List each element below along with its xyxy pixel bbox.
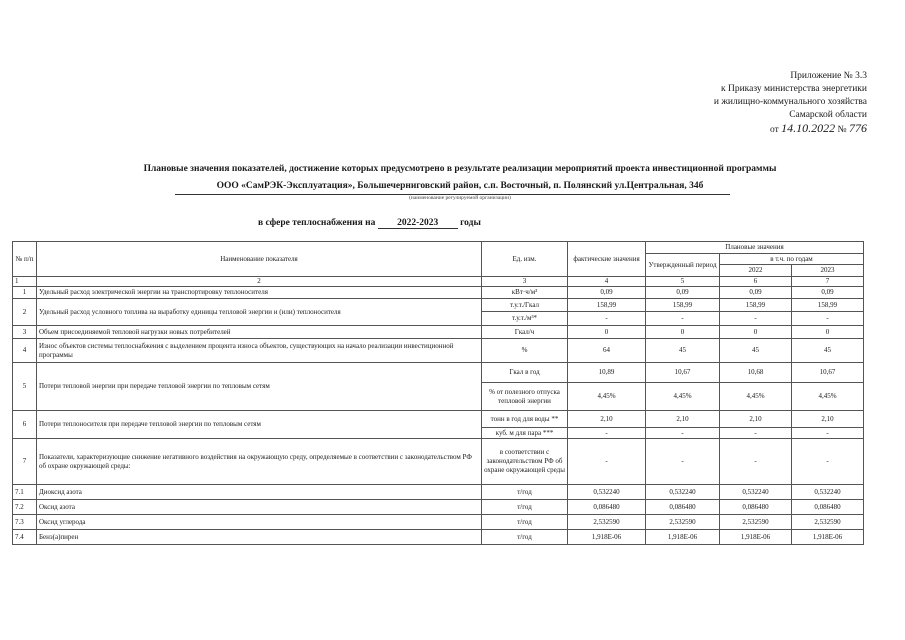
table-row <box>13 299 864 312</box>
row-number: 7.4 <box>13 530 37 545</box>
row-name: Износ объектов системы теплоснабжения с выделением процента износа объектов, существующих на начало реализации инвестиционной программы <box>37 339 482 363</box>
row-value: 0,09 <box>792 287 864 299</box>
row-value: - <box>720 428 792 439</box>
row-unit: Гкал/ч <box>482 326 568 339</box>
colnum: 2 <box>37 277 482 287</box>
row-value: 2,10 <box>646 411 720 428</box>
row-value: - <box>568 312 646 326</box>
row-value: 4,45% <box>720 383 792 411</box>
row-value: 0,086480 <box>646 500 720 515</box>
row-unit: тонн в год для воды ** <box>482 411 568 428</box>
colnum: 6 <box>720 277 792 287</box>
row-name: Удельный расход электрической энергии на транспортировку теплоносителя <box>37 287 482 299</box>
row-value: 0 <box>568 326 646 339</box>
row-value: 0 <box>792 326 864 339</box>
row-value: 1,918E-06 <box>720 530 792 545</box>
row-value: 10,67 <box>792 363 864 383</box>
header-2022: 2022 <box>720 265 792 277</box>
row-value: 158,99 <box>792 299 864 312</box>
table-row <box>13 500 864 515</box>
table-row <box>13 515 864 530</box>
row-value: 1,918E-06 <box>792 530 864 545</box>
row-value: - <box>720 312 792 326</box>
appendix-line-3: и жилищно-коммунального хозяйства <box>713 97 867 107</box>
sphere-suffix: годы <box>460 218 481 228</box>
row-number: 7.1 <box>13 485 37 500</box>
row-unit: т/год <box>482 485 568 500</box>
row-name: Оксид азота <box>37 500 482 515</box>
row-value: 45 <box>720 339 792 363</box>
organization-note: (наименование регулируемой организации) <box>409 195 511 201</box>
row-value: - <box>792 428 864 439</box>
row-value: 0,09 <box>646 287 720 299</box>
appendix-line-2: к Приказу министерства энергетики <box>720 84 867 94</box>
row-value: 0 <box>720 326 792 339</box>
row-value: 45 <box>646 339 720 363</box>
colnum: 4 <box>568 277 646 287</box>
handwritten-date: 14.10.2022 <box>781 121 836 135</box>
row-number: 1 <box>13 287 37 299</box>
table-row <box>13 363 864 383</box>
row-value: 0,086480 <box>568 500 646 515</box>
row-value: 2,10 <box>792 411 864 428</box>
table-row <box>13 326 864 339</box>
row-value: - <box>792 439 864 485</box>
row-value: 158,99 <box>720 299 792 312</box>
row-value: 10,68 <box>720 363 792 383</box>
row-value: 2,532590 <box>568 515 646 530</box>
table-row <box>13 339 864 363</box>
row-unit: куб. м для пара *** <box>482 428 568 439</box>
document-title: Плановые значения показателей, достижение которых предусмотрено в результате реализации мероприятий проекта инвестиционной программы <box>143 164 777 174</box>
row-number: 7.2 <box>13 500 37 515</box>
date-prefix: от <box>770 125 779 135</box>
row-name: Объем присоединяемой тепловой нагрузки новых потребителей <box>37 326 482 339</box>
header-num: № п/п <box>13 242 37 277</box>
row-value: 2,10 <box>568 411 646 428</box>
row-name: Диоксид азота <box>37 485 482 500</box>
colnum: 5 <box>646 277 720 287</box>
row-number: 3 <box>13 326 37 339</box>
sphere-line <box>258 218 481 229</box>
column-numbers-row <box>13 277 864 287</box>
row-value: - <box>646 439 720 485</box>
header-approved: Утвержденный период <box>646 254 720 277</box>
row-number: 5 <box>13 363 37 411</box>
organization-name: ООО «СамРЭК-Эксплуатация», Большечерниговский район, с.п. Восточный, п. Полянский ул.Центральная, 34б <box>216 181 704 191</box>
row-value: - <box>720 439 792 485</box>
colnum: 7 <box>792 277 864 287</box>
header-unit: Ед. изм. <box>482 242 568 277</box>
header-actual: фактические значения <box>568 242 646 277</box>
row-value: 2,532590 <box>792 515 864 530</box>
row-name: Потери тепловой энергии при передаче тепловой энергии по тепловым сетям <box>37 363 482 411</box>
table-row <box>13 439 864 485</box>
row-number: 2 <box>13 299 37 326</box>
row-value: 4,45% <box>792 383 864 411</box>
row-value: 0,532240 <box>568 485 646 500</box>
row-unit: Гкал в год <box>482 363 568 383</box>
row-value: 0 <box>646 326 720 339</box>
row-value: 2,532590 <box>720 515 792 530</box>
row-value: 0,086480 <box>720 500 792 515</box>
row-number: 7.3 <box>13 515 37 530</box>
header-by-years: в т.ч. по годам <box>720 254 864 265</box>
header-planned: Плановые значения <box>646 242 864 254</box>
row-value: 0,086480 <box>792 500 864 515</box>
number-prefix: № <box>837 125 847 135</box>
row-number: 6 <box>13 411 37 439</box>
row-number: 7 <box>13 439 37 485</box>
row-name: Показатели, характеризующие снижение негативного воздействия на окружающую среду, определяемые в соответствии с законодательством РФ об охране окружающей среды: <box>37 439 482 485</box>
indicators-table <box>12 241 864 545</box>
row-value: 0,532240 <box>720 485 792 500</box>
header-name: Наименование показателя <box>37 242 482 277</box>
row-unit: т.у.т./м³* <box>482 312 568 326</box>
table-row <box>13 485 864 500</box>
appendix-date-line <box>714 122 867 137</box>
row-value: 10,67 <box>646 363 720 383</box>
sphere-years: 2022-2023 <box>378 218 458 229</box>
row-value: 2,10 <box>720 411 792 428</box>
sphere-prefix: в сфере теплоснабжения на <box>258 218 376 228</box>
colnum: 3 <box>482 277 568 287</box>
row-unit: т/год <box>482 515 568 530</box>
row-value: 4,45% <box>568 383 646 411</box>
row-value: - <box>646 428 720 439</box>
row-value: 158,99 <box>568 299 646 312</box>
header-2023: 2023 <box>792 265 864 277</box>
table-row <box>13 530 864 545</box>
row-unit: т/год <box>482 500 568 515</box>
row-value: 0,532240 <box>646 485 720 500</box>
row-value: - <box>646 312 720 326</box>
row-name: Потери теплоносителя при передаче тепловой энергии по тепловым сетям <box>37 411 482 439</box>
row-value: - <box>568 428 646 439</box>
row-value: 64 <box>568 339 646 363</box>
row-value: 45 <box>792 339 864 363</box>
row-value: 0,09 <box>568 287 646 299</box>
row-value: 158,99 <box>646 299 720 312</box>
appendix-block <box>714 70 867 137</box>
row-number: 4 <box>13 339 37 363</box>
row-unit: в соответствии с законодательством РФ об охране окружающей среды <box>482 439 568 485</box>
table-row <box>13 287 864 299</box>
row-unit: % <box>482 339 568 363</box>
row-value: - <box>568 439 646 485</box>
colnum: 1 <box>13 277 37 287</box>
row-unit: т.у.т./Гкал <box>482 299 568 312</box>
appendix-line-1: Приложение № 3.3 <box>790 71 867 81</box>
row-value: 4,45% <box>646 383 720 411</box>
row-value: 10,89 <box>568 363 646 383</box>
row-value: - <box>792 312 864 326</box>
table-row <box>13 411 864 428</box>
row-name: Бенз(а)пирен <box>37 530 482 545</box>
row-value: 2,532590 <box>646 515 720 530</box>
row-name: Удельный расход условного топлива на выработку единицы тепловой энергии и (или) теплоносителя <box>37 299 482 326</box>
handwritten-number: 776 <box>849 121 867 135</box>
row-name: Оксид углерода <box>37 515 482 530</box>
row-value: 0,532240 <box>792 485 864 500</box>
row-unit: т/год <box>482 530 568 545</box>
row-unit: кВт·ч/м³ <box>482 287 568 299</box>
appendix-line-4: Самарской области <box>789 110 867 120</box>
row-unit: % от полезного отпуска тепловой энергии <box>482 383 568 411</box>
row-value: 0,09 <box>720 287 792 299</box>
row-value: 1,918E-06 <box>568 530 646 545</box>
row-value: 1,918E-06 <box>646 530 720 545</box>
